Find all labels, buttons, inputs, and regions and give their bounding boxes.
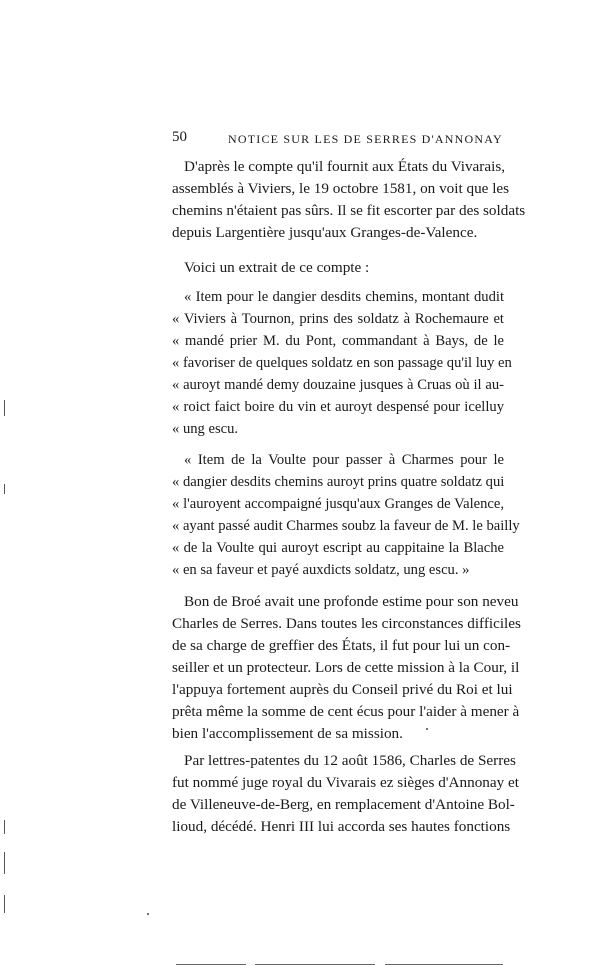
text-line: D'après le compte qu'il fournit aux États du Vivarais, [184,158,506,175]
quote-line: « Item pour le dangier desdits chemins, montant dudit [184,289,504,305]
quote-line: « Viviers à Tournon, prins des soldatz à Rochemaure et [172,311,504,327]
quote-line: « favoriser de quelques soldatz en son passage qu'il luy en [172,355,512,371]
quote-line: « de la Voulte qui auroyt escript au cappitaine la Blache [172,540,504,556]
text-line: Charles de Serres. Dans toutes les circonstances difficiles [172,615,521,632]
text-line: fut nommé juge royal du Vivarais ez sièges d'Annonay et [172,774,519,791]
quote-line: « l'auroyent accompaigné jusqu'aux Granges de Valence, [172,496,504,512]
text-line: prêta même la somme de cent écus pour l'aider à mener à [172,703,520,720]
bottom-rule [255,964,375,965]
text-line: bien l'accomplissement de sa mission. [172,725,403,742]
text-line: depuis Largentière jusqu'aux Granges-de-Valence. [172,224,478,241]
text-line: Par lettres-patentes du 12 août 1586, Charles de Serres [184,752,516,769]
quote-line: « Item de la Voulte pour passer à Charmes pour le [184,452,504,468]
scan-speck [426,728,428,730]
quote-line: « en sa faveur et payé auxdicts soldatz, ung escu. » [172,562,470,578]
quote-line: « auroyt mandé demy douzaine jusques à Cruas où il au- [172,377,504,393]
page-number: 50 [172,129,187,145]
scan-margin-mark [4,400,5,416]
scan-margin-mark [4,484,5,494]
scan-margin-mark [4,820,5,834]
text-line: Voici un extrait de ce compte : [184,259,370,276]
scan-speck [147,913,149,915]
quote-line: « mandé prier M. du Pont, commandant à Bays, de le [172,333,504,349]
quote-line: « ung escu. [172,421,239,437]
quote-line: « ayant passé audit Charmes soubz la faveur de M. le bailly [172,518,520,534]
text-line: Bon de Broé avait une profonde estime pour son neveu [184,593,519,610]
page-header [172,129,502,149]
quote-line: « dangier desdits chemins auroyt prins quatre soldatz qui [172,474,505,490]
text-line: l'appuya fortement auprès du Conseil privé du Roi et lui [172,681,513,698]
scan-margin-mark [4,895,5,913]
running-title: NOTICE SUR LES DE SERRES D'ANNONAY [228,132,503,146]
text-line: de sa charge de greffier des États, il fut pour lui un con- [172,637,511,654]
text-line: assemblés à Viviers, le 19 octobre 1581, on voit que les [172,180,510,197]
text-line: de Villeneuve-de-Berg, en remplacement d'Antoine Bol- [172,796,515,813]
text-line: chemins n'étaient pas sûrs. Il se fit escorter par des soldats [172,202,526,219]
text-line: seiller et un protecteur. Lors de cette mission à la Cour, il [172,659,520,676]
quote-line: « roict faict boire du vin et auroyt despensé pour icelluy [172,399,504,415]
bottom-rule [176,964,246,965]
bottom-rule [385,964,503,965]
scan-margin-mark [4,852,5,874]
text-line: lioud, décédé. Henri III lui accorda ses hautes fonctions [172,818,511,835]
